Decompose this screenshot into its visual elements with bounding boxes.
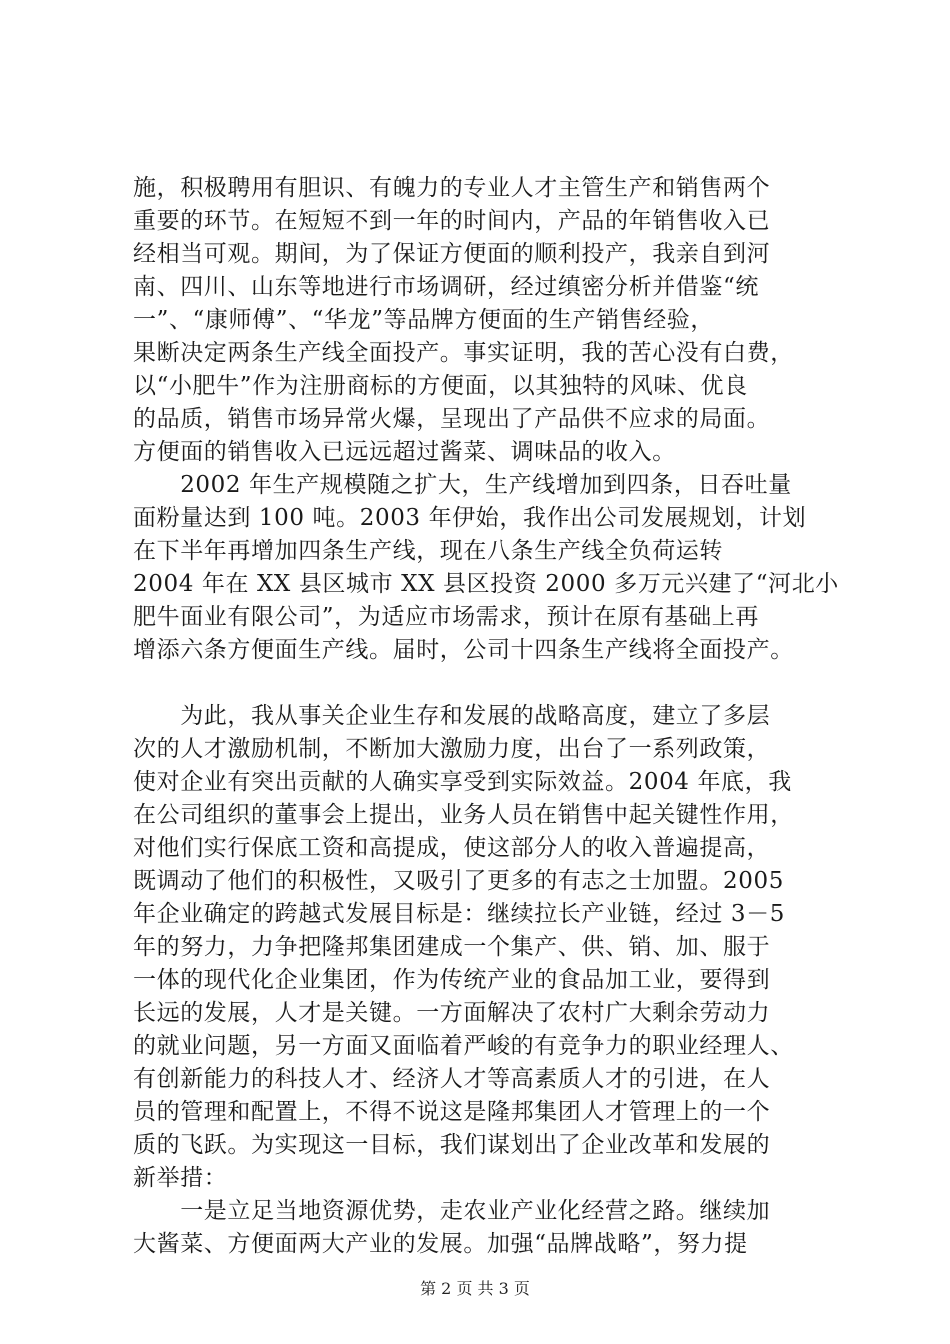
text-line: 对他们实行保底工资和高提成，使这部分人的收入普遍提高，	[133, 835, 771, 861]
text-line: 经相当可观。期间，为了保证方便面的顺利投产，我亲自到河	[133, 241, 771, 267]
text-line: 在公司组织的董事会上提出，业务人员在销售中起关键性作用，	[133, 802, 794, 828]
text-line: 的就业问题，另一方面又面临着严峻的有竞争力的职业经理人、	[133, 1033, 794, 1059]
page-footer: 第 2 页 共 3 页	[420, 1279, 530, 1298]
text-line: 肥牛面业有限公司”，为适应市场需求，预计在原有基础上再	[133, 604, 759, 630]
text-line: 有创新能力的科技人才、经济人才等高素质人才的引进，在人	[133, 1066, 771, 1092]
text-line: 为此，我从事关企业生存和发展的战略高度，建立了多层	[133, 703, 771, 729]
text-line: 员的管理和配置上，不得不说这是隆邦集团人才管理上的一个	[133, 1099, 771, 1125]
text-line: 面粉量达到 100 吨。2003 年伊始，我作出公司发展规划，计划	[133, 505, 807, 531]
text-line: 既调动了他们的积极性，又吸引了更多的有志之士加盟。2005	[133, 868, 784, 894]
text-line: 的品质，销售市场异常火爆，呈现出了产品供不应求的局面。	[133, 406, 771, 432]
text-line: 年的努力，力争把隆邦集团建成一个集产、供、销、加、服于	[133, 934, 771, 960]
text-line: 一体的现代化企业集团，作为传统产业的食品加工业，要得到	[133, 967, 771, 993]
text-line: 次的人才激励机制，不断加大激励力度，出台了一系列政策，	[133, 736, 771, 762]
text-line: 施，积极聘用有胆识、有魄力的专业人才主管生产和销售两个	[133, 175, 771, 201]
text-line: 质的飞跃。为实现这一目标，我们谋划出了企业改革和发展的	[133, 1132, 771, 1158]
text-line: 增添六条方便面生产线。届时，公司十四条生产线将全面投产。	[133, 637, 794, 663]
text-line: 2004 年在 XX 县区城市 XX 县区投资 2000 多万元兴建了“河北小	[133, 571, 839, 597]
text-line: 新举措：	[133, 1165, 228, 1191]
text-line: 果断决定两条生产线全面投产。事实证明，我的苦心没有白费，	[133, 340, 794, 366]
text-line: 使对企业有突出贡献的人确实享受到实际效益。2004 年底，我	[133, 769, 792, 795]
text-line: 重要的环节。在短短不到一年的时间内，产品的年销售收入已	[133, 208, 771, 234]
text-line: 一是立足当地资源优势，走农业产业化经营之路。继续加	[133, 1198, 771, 1224]
text-line: 大酱菜、方便面两大产业的发展。加强“品牌战略”，努力提	[133, 1231, 748, 1257]
text-line: 长远的发展，人才是关键。一方面解决了农村广大剩余劳动力	[133, 1000, 771, 1026]
text-line: 在下半年再增加四条生产线，现在八条生产线全负荷运转	[133, 538, 723, 564]
text-line: 2002 年生产规模随之扩大，生产线增加到四条，日吞吐量	[133, 472, 792, 498]
text-line: 方便面的销售收入已远远超过酱菜、调味品的收入。	[133, 439, 676, 465]
text-line: 年企业确定的跨越式发展目标是：继续拉长产业链，经过 3－5	[133, 901, 785, 927]
text-line: 一”、“康师傅”、“华龙”等品牌方便面的生产销售经验，	[133, 307, 714, 333]
text-line: 以“小肥牛”作为注册商标的方便面，以其独特的风味、优良	[133, 373, 748, 399]
text-line: 南、四川、山东等地进行市场调研，经过缜密分析并借鉴“统	[133, 274, 759, 300]
